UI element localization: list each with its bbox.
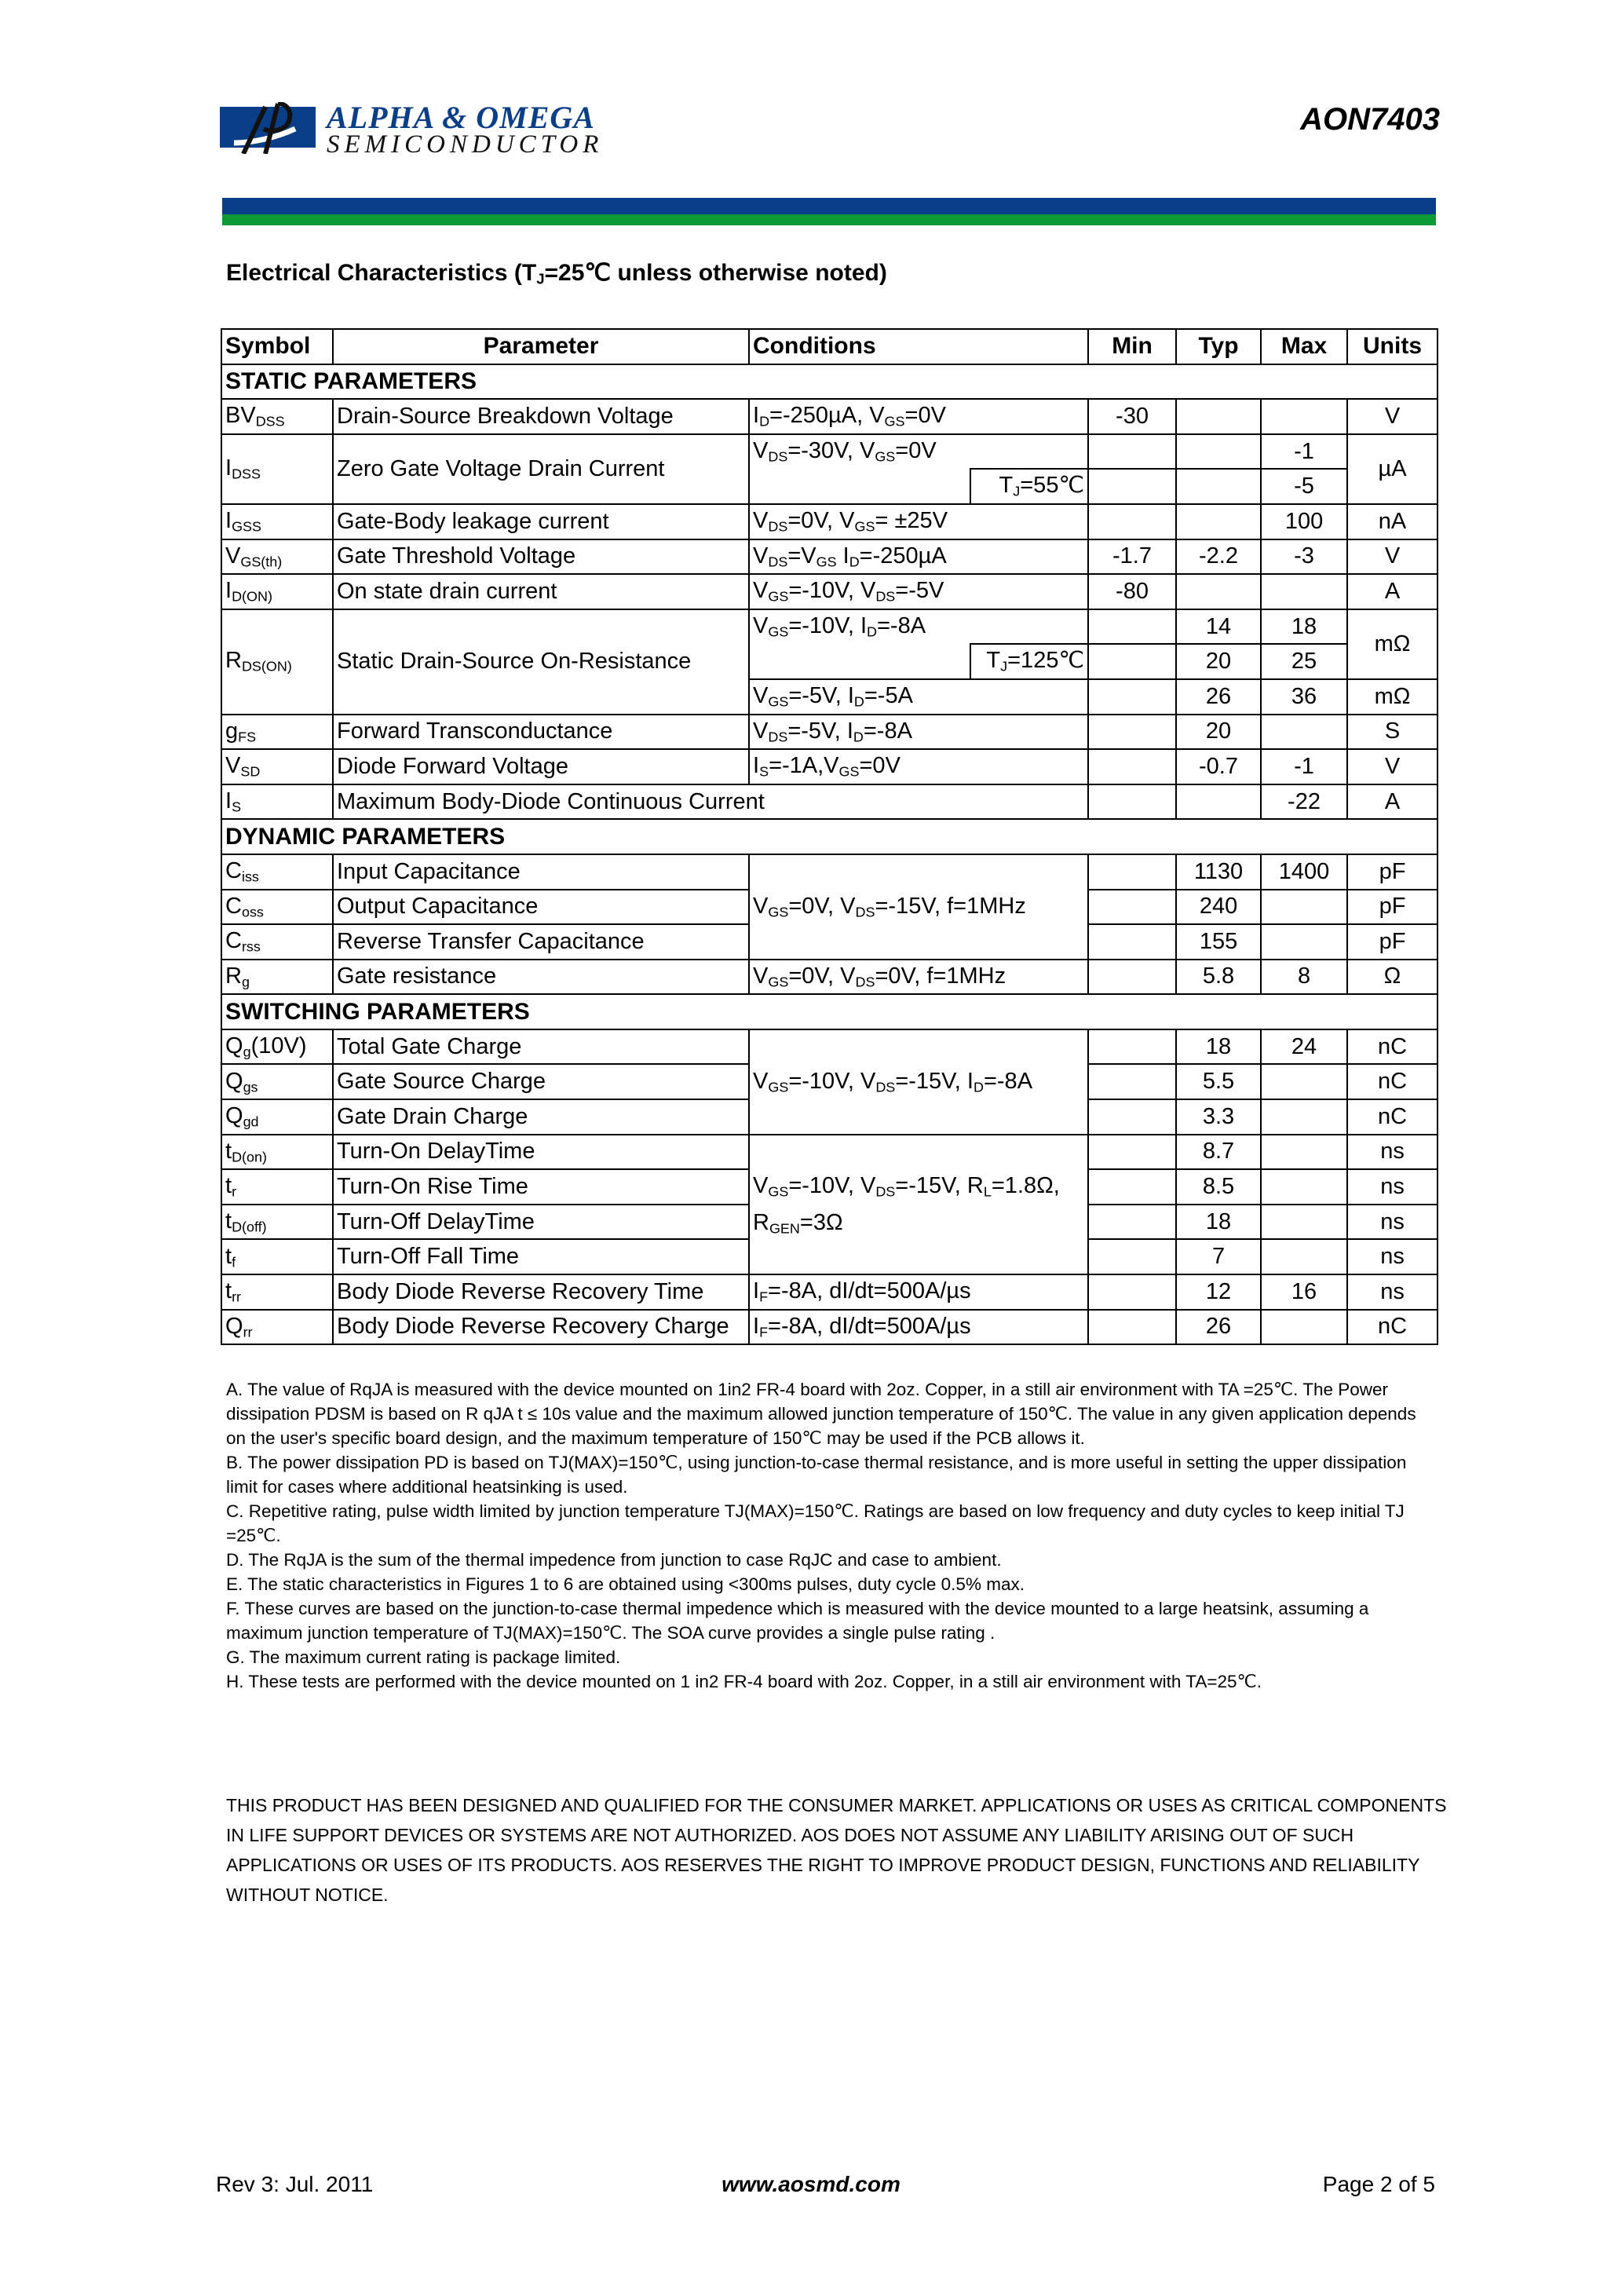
units-cell: V — [1347, 539, 1438, 575]
max-cell — [1261, 890, 1347, 925]
typ-cell: 14 — [1176, 609, 1261, 645]
units-cell: ns — [1347, 1169, 1438, 1205]
parameter-cell: Output Capacitance — [333, 890, 749, 925]
parameter-cell: Turn-On Rise Time — [333, 1169, 749, 1205]
symbol-cell: $I_{D(ON)}$ — [221, 574, 333, 609]
alpha-omega-logo-icon — [220, 102, 316, 154]
parameter-cell: Gate Drain Charge — [333, 1099, 749, 1135]
table-row — [221, 749, 1438, 784]
min-cell: -1.7 — [1088, 539, 1176, 575]
units-cell: pF — [1347, 854, 1438, 890]
footnote: B. The power dissipation PD is based on TJ(MAX)=150℃, using junction-to-case thermal resistance, and is more useful in setting the upper dissipation limit for cases where additional heatsinking is used. — [226, 1453, 1407, 1497]
symbol-cell: $V_{SD}$ — [221, 749, 333, 784]
condition-tj-cell: $T_J=125℃$ — [970, 644, 1088, 679]
max-cell: 25 — [1261, 644, 1347, 679]
parameter-cell: Input Capacitance — [333, 854, 749, 890]
symbol-cell: $V_{GS(th)}$ — [221, 539, 333, 575]
condition-blank — [749, 469, 970, 504]
max-cell: 8 — [1261, 960, 1347, 995]
typ-cell: 8.5 — [1176, 1169, 1261, 1205]
min-cell — [1088, 749, 1176, 784]
symbol-cell: $t_{D(off)}$ — [221, 1205, 333, 1240]
units-cell: A — [1347, 784, 1438, 820]
max-cell: -1 — [1261, 434, 1347, 470]
table-row — [221, 1310, 1438, 1345]
typ-cell: 18 — [1176, 1205, 1261, 1240]
footnote: F. These curves are based on the junction-to-case thermal impedence which is measured with the device mounted to a large heatsink, assuming a maximum junction temperature of TJ(MAX)=150℃. The SOA curve provides a single pulse rating . — [226, 1599, 1369, 1643]
footnote: C. Repetitive rating, pulse width limited by junction temperature TJ(MAX)=150℃. Ratings are based on low frequency and duty cycles to keep initial TJ =25℃. — [226, 1501, 1405, 1545]
parameter-cell: Body Diode Reverse Recovery Charge — [333, 1310, 749, 1345]
parameter-cell: Zero Gate Voltage Drain Current — [333, 434, 749, 504]
table-row — [221, 399, 1438, 434]
units-cell: ns — [1347, 1135, 1438, 1170]
symbol-cell: $t_f$ — [221, 1239, 333, 1274]
website-link[interactable]: www.aosmd.com — [721, 2172, 901, 2196]
typ-cell: -0.7 — [1176, 749, 1261, 784]
max-cell — [1261, 1064, 1347, 1099]
symbol-cell: $I_S$ — [221, 784, 333, 820]
footnotes — [226, 1377, 1435, 1694]
min-cell — [1088, 1274, 1176, 1310]
table-row — [221, 960, 1438, 995]
min-cell — [1088, 609, 1176, 645]
condition-cell: $V_{GS}=-10V$, $I_D=-8A$ — [749, 609, 1088, 645]
typ-cell: 8.7 — [1176, 1135, 1261, 1170]
units-cell: nA — [1347, 504, 1438, 539]
units-cell: nC — [1347, 1029, 1438, 1065]
max-cell: 1400 — [1261, 854, 1347, 890]
max-cell — [1261, 924, 1347, 960]
max-cell: -5 — [1261, 469, 1347, 504]
parameter-cell: Gate Threshold Voltage — [333, 539, 749, 575]
symbol-cell: $t_r$ — [221, 1169, 333, 1205]
disclaimer: THIS PRODUCT HAS BEEN DESIGNED AND QUALIFIED FOR THE CONSUMER MARKET. APPLICATIONS OR USES AS CRITICAL COMPONENTS IN LIFE SUPPORT DEVICES OR SYSTEMS ARE NOT AUTHORIZED. AOS DOES NOT ASSUME ANY LIABILITY ARISING OUT OF SUCH APPLICATIONS OR USES OF ITS PRODUCTS. AOS RESERVES THE RIGHT TO IMPROVE PRODUCT DESIGN, FUNCTIONS AND RELIABILITY WITHOUT NOTICE. — [226, 1795, 1447, 1905]
header-parameter: Parameter — [333, 329, 749, 364]
units-cell: ns — [1347, 1274, 1438, 1310]
table-header-row — [221, 329, 1438, 364]
condition-cell: $V_{DS}=-5V$, $I_D=-8A$ — [749, 715, 1088, 750]
parameter-cell: Forward Transconductance — [333, 715, 749, 750]
max-cell — [1261, 399, 1347, 434]
max-cell: 24 — [1261, 1029, 1347, 1065]
typ-cell: 20 — [1176, 644, 1261, 679]
typ-cell — [1176, 504, 1261, 539]
table-row — [221, 784, 1438, 820]
max-cell — [1261, 1310, 1347, 1345]
symbol-cell: $t_{D(on)}$ — [221, 1135, 333, 1170]
min-cell — [1088, 924, 1176, 960]
footnote: H. These tests are performed with the device mounted on 1 in2 FR-4 board with 2oz. Copper, in a still air environment with TA=25℃. — [226, 1672, 1262, 1691]
section-row-switching: SWITCHING PARAMETERS — [221, 994, 1438, 1029]
min-cell — [1088, 890, 1176, 925]
max-cell — [1261, 1135, 1347, 1170]
typ-cell: 5.5 — [1176, 1064, 1261, 1099]
parameter-cell: Diode Forward Voltage — [333, 749, 749, 784]
typ-cell — [1176, 574, 1261, 609]
symbol-cell: $t_{rr}$ — [221, 1274, 333, 1310]
condition-cell: $V_{DS}=0V$, $V_{GS}= \pm 25V$ — [749, 504, 1088, 539]
min-cell — [1088, 644, 1176, 679]
units-cell: nC — [1347, 1310, 1438, 1345]
max-cell: -1 — [1261, 749, 1347, 784]
electrical-characteristics-table — [221, 328, 1438, 1345]
condition-cell: $V_{GS}=-10V$, $V_{DS}=-5V$ — [749, 574, 1088, 609]
footnote: E. The static characteristics in Figures 1 to 6 are obtained using <300ms pulses, duty cycle 0.5% max. — [226, 1574, 1025, 1594]
min-cell — [1088, 854, 1176, 890]
min-cell — [1088, 469, 1176, 504]
min-cell — [1088, 1099, 1176, 1135]
header-max: Max — [1261, 329, 1347, 364]
parameter-cell: Gate Source Charge — [333, 1064, 749, 1099]
min-cell — [1088, 715, 1176, 750]
max-cell: 18 — [1261, 609, 1347, 645]
section-row-static: STATIC PARAMETERS — [221, 364, 1438, 400]
table-row — [221, 539, 1438, 575]
table-row — [221, 715, 1438, 750]
units-cell: ns — [1347, 1239, 1438, 1274]
min-cell — [1088, 504, 1176, 539]
table-row — [221, 854, 1438, 890]
typ-cell: -2.2 — [1176, 539, 1261, 575]
min-cell — [1088, 1239, 1176, 1274]
typ-cell: 7 — [1176, 1239, 1261, 1274]
header-typ: Typ — [1176, 329, 1261, 364]
max-cell — [1261, 574, 1347, 609]
min-cell: -80 — [1088, 574, 1176, 609]
symbol-cell: $R_g$ — [221, 960, 333, 995]
units-cell: pF — [1347, 890, 1438, 925]
condition-cell: $I_F=-8A$, dI/dt=500A/µs — [749, 1310, 1088, 1345]
table-row — [221, 1029, 1438, 1065]
header-units: Units — [1347, 329, 1438, 364]
parameter-cell: Turn-Off Fall Time — [333, 1239, 749, 1274]
parameter-cell: Total Gate Charge — [333, 1029, 749, 1065]
condition-cell: $V_{GS}=-5V$, $I_D=-5A$ — [749, 679, 1088, 715]
condition-cell: $V_{DS}=V_{GS}$ $I_D=-250\mu A$ — [749, 539, 1088, 575]
typ-cell: 3.3 — [1176, 1099, 1261, 1135]
symbol-cell: $g_{FS}$ — [221, 715, 333, 750]
condition-cell: $V_{GS}=0V$, $V_{DS}=-15V$, f=1MHz — [749, 854, 1088, 960]
units-cell: µA — [1347, 434, 1438, 504]
typ-cell: 26 — [1176, 679, 1261, 715]
units-cell: nC — [1347, 1064, 1438, 1099]
footnote: D. The RqJA is the sum of the thermal impedence from junction to case RqJC and case to ambient. — [226, 1550, 1002, 1570]
brand-subtitle: SEMICONDUCTOR — [327, 130, 604, 159]
header-band-green — [222, 214, 1436, 225]
max-cell — [1261, 1099, 1347, 1135]
max-cell — [1261, 1239, 1347, 1274]
revision: Rev 3: Jul. 2011 — [216, 2172, 374, 2196]
condition-cell: $I_F=-8A$, dI/dt=500A/µs — [749, 1274, 1088, 1310]
max-cell — [1261, 715, 1347, 750]
section-row-dynamic: DYNAMIC PARAMETERS — [221, 819, 1438, 854]
footnote: G. The maximum current rating is package limited. — [226, 1647, 621, 1667]
condition-cell: $V_{GS}=0V$, $V_{DS}=0V$, f=1MHz — [749, 960, 1088, 995]
parameter-cell: Reverse Transfer Capacitance — [333, 924, 749, 960]
max-cell — [1261, 1169, 1347, 1205]
typ-cell — [1176, 434, 1261, 470]
min-cell — [1088, 1205, 1176, 1240]
part-number: AON7403 — [1300, 102, 1440, 137]
section-title: Electrical Characteristics ($T_J=25℃$ unless otherwise noted) — [226, 260, 887, 287]
header-conditions: Conditions — [749, 329, 1088, 364]
typ-cell: 240 — [1176, 890, 1261, 925]
max-cell: 16 — [1261, 1274, 1347, 1310]
typ-cell: 5.8 — [1176, 960, 1261, 995]
table-row — [221, 574, 1438, 609]
condition-cell: $V_{DS}=-30V$, $V_{GS}=0V$ — [749, 434, 1088, 470]
max-cell: -3 — [1261, 539, 1347, 575]
min-cell: -30 — [1088, 399, 1176, 434]
max-cell: 100 — [1261, 504, 1347, 539]
typ-cell: 155 — [1176, 924, 1261, 960]
parameter-cell: Turn-Off DelayTime — [333, 1205, 749, 1240]
typ-cell: 18 — [1176, 1029, 1261, 1065]
symbol-cell: $Q_{gs}$ — [221, 1064, 333, 1099]
header-min: Min — [1088, 329, 1176, 364]
typ-cell: 20 — [1176, 715, 1261, 750]
units-cell: Ω — [1347, 960, 1438, 995]
max-cell — [1261, 1205, 1347, 1240]
condition-cell: $V_{GS}=-10V$, $V_{DS}=-15V$, $I_D=-8A$ — [749, 1029, 1088, 1135]
table-row — [221, 504, 1438, 539]
typ-cell — [1176, 784, 1261, 820]
units-cell: V — [1347, 749, 1438, 784]
max-cell: 36 — [1261, 679, 1347, 715]
typ-cell — [1176, 399, 1261, 434]
units-cell: A — [1347, 574, 1438, 609]
units-cell: pF — [1347, 924, 1438, 960]
condition-tj-cell: $T_J=55℃$ — [970, 469, 1088, 504]
brand-name: ALPHA & OMEGA — [327, 100, 595, 135]
parameter-cell: Turn-On DelayTime — [333, 1135, 749, 1170]
footnote: A. The value of RqJA is measured with the device mounted on 1in2 FR-4 board with 2oz. Copper, in a still air environment with TA =25℃. The Power dissipation PDSM is based on R qJA t ≤ 10s value and the maximum allowed junction temperature of 150℃. The value in any given application depends on the user's specific board design, and the maximum temperature of 150℃ may be used if the PCB allows it. — [226, 1380, 1416, 1448]
min-cell — [1088, 960, 1176, 995]
parameter-cell: On state drain current — [333, 574, 749, 609]
parameter-cell: Maximum Body-Diode Continuous Current — [333, 784, 1088, 820]
symbol-cell: $Q_g(10V)$ — [221, 1029, 333, 1065]
units-cell: mΩ — [1347, 609, 1438, 679]
symbol-cell: $C_{rss}$ — [221, 924, 333, 960]
max-cell: -22 — [1261, 784, 1347, 820]
table-row — [221, 1274, 1438, 1310]
parameter-cell: Gate resistance — [333, 960, 749, 995]
parameter-cell: Gate-Body leakage current — [333, 504, 749, 539]
units-cell: V — [1347, 399, 1438, 434]
symbol-cell: $BV_{DSS}$ — [221, 399, 333, 434]
symbol-cell: $C_{oss}$ — [221, 890, 333, 925]
parameter-cell: Static Drain-Source On-Resistance — [333, 609, 749, 715]
symbol-cell: $I_{GSS}$ — [221, 504, 333, 539]
table-row — [221, 609, 1438, 645]
units-cell: mΩ — [1347, 679, 1438, 715]
header-band-blue — [222, 198, 1436, 214]
min-cell — [1088, 1310, 1176, 1345]
symbol-cell: $I_{DSS}$ — [221, 434, 333, 504]
min-cell — [1088, 1169, 1176, 1205]
min-cell — [1088, 434, 1176, 470]
units-cell: ns — [1347, 1205, 1438, 1240]
company-logo — [220, 96, 612, 182]
units-cell: S — [1347, 715, 1438, 750]
header-symbol: Symbol — [221, 329, 333, 364]
min-cell — [1088, 1064, 1176, 1099]
min-cell — [1088, 784, 1176, 820]
min-cell — [1088, 679, 1176, 715]
table-row — [221, 1135, 1438, 1170]
min-cell — [1088, 1029, 1176, 1065]
parameter-cell: Drain-Source Breakdown Voltage — [333, 399, 749, 434]
symbol-cell: $Q_{rr}$ — [221, 1310, 333, 1345]
typ-cell: 1130 — [1176, 854, 1261, 890]
symbol-cell: $Q_{gd}$ — [221, 1099, 333, 1135]
units-cell: nC — [1347, 1099, 1438, 1135]
condition-cell: $V_{GS}=-10V$, $V_{DS}=-15V$, $R_L=1.8\Omega$, $R_{GEN}=3\Omega$ — [749, 1135, 1088, 1274]
table-row — [221, 434, 1438, 470]
symbol-cell: $R_{DS(ON)}$ — [221, 609, 333, 715]
parameter-cell: Body Diode Reverse Recovery Time — [333, 1274, 749, 1310]
typ-cell: 12 — [1176, 1274, 1261, 1310]
typ-cell — [1176, 469, 1261, 504]
condition-cell: $I_S=-1A,V_{GS}=0V$ — [749, 749, 1088, 784]
symbol-cell: $C_{iss}$ — [221, 854, 333, 890]
min-cell — [1088, 1135, 1176, 1170]
page-number: Page 2 of 5 — [1322, 2172, 1435, 2196]
typ-cell: 26 — [1176, 1310, 1261, 1345]
condition-blank — [749, 644, 970, 679]
condition-cell: $I_D=-250\mu A$, $V_{GS}=0V$ — [749, 399, 1088, 434]
